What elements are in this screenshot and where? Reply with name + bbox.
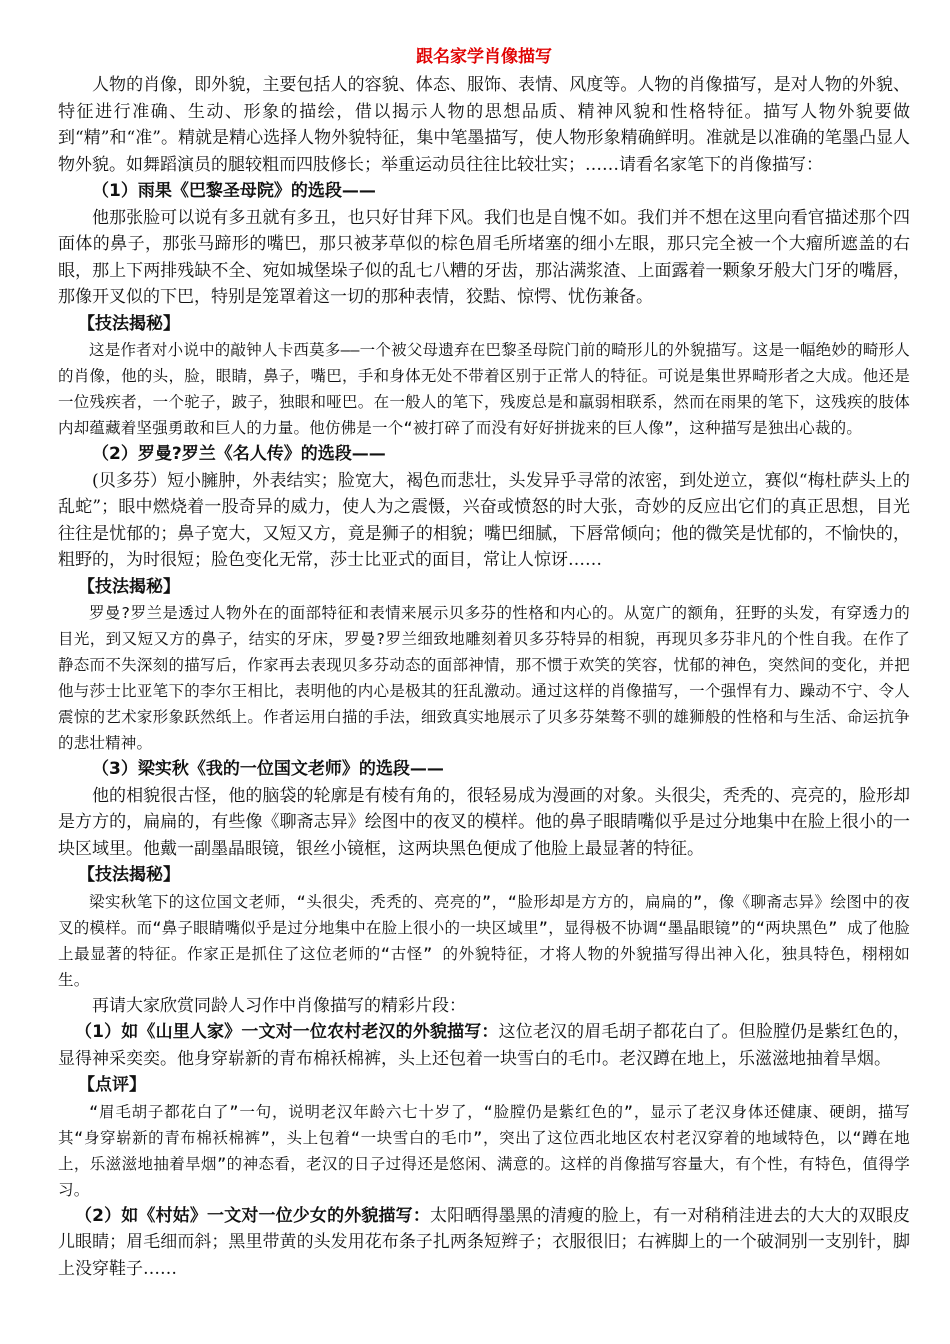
technique-tag: 【技法揭秘】 [78,576,180,597]
excerpt-liang: 他的相貌很古怪，他的脑袋的轮廓是有棱有角的，很轻易成为漫画的对象。头很尖，秃秃的、亮亮的，脸形却是方方的，扁扁的，有些像《聊斋志异》绘图中的夜叉的模样。他的鼻子眼睛嘴似乎是过分地集中在脸上很小的一块区域里。他戴一副墨晶眼镜，银丝小镜框，这两块黑色便成了他脸上最显著的特征。 [58,785,910,859]
document-page [58,44,910,1282]
section-heading-rolland: （2）罗曼?罗兰《名人传》的选段—— [92,444,386,464]
sample-lead: （1）如《山里人家》一文对一位农村老汉的外貌描写： [75,1022,499,1042]
comment-text: “眉毛胡子都花白了”一句，说明老汉年龄六七十岁了，“脸膛仍是紫红色的”，显示了老汉身体还健康、硬朗，描写其“身穿崭新的青布棉袄棉裤”，头上包着“一块雪白的毛巾”，突出了这位西北地区农村老汉穿着的地域特色，以“蹲在地上，乐滋滋地抽着旱烟”的神态看，老汉的日子过得还是悠闲、满意的。这样的肖像描写容量大，有个性，有特色，值得学习。 [58,1102,910,1199]
student-sample-1 [58,1019,910,1072]
intro-paragraph: 人物的肖像，即外貌，主要包括人的容貌、体态、服饰、表情、风度等。人物的肖像描写，是对人物的外貌、特征进行准确、生动、形象的描绘，借以揭示人物的思想品质、精神风貌和性格特征。描写人物外貌要做到“精”和“准”。精就是精心选择人物外貌特征，集中笔墨描写，使人物形象精确鲜明。准就是以准确的笔墨凸显人物外貌。如舞蹈演员的腿较粗而四肢修长；举重运动员往往比较壮实；……请看名家笔下的肖像描写： [58,75,910,175]
sample-text: 太阳晒得墨黑的清瘦的脸上，有一对稍稍洼进去的大大的双眼皮儿眼睛；眉毛细而斜；黑里带黄的头发用花布条子扎两条短辫子；衣服很旧；右裤脚上的一个破洞别一支别针，脚上没穿鞋子…… [58,1205,911,1279]
analysis-hugo: 这是作者对小说中的敲钟人卡西莫多——一个被父母遗弃在巴黎圣母院门前的畸形儿的外貌描写。这是一幅绝妙的畸形人的肖像，他的头，脸，眼睛，鼻子，嘴巴，手和身体无处不带着区别于正常人的特征。可说是集世界畸形者之大成。他还是一位残疾者，一个驼子，跛子，独眼和哑巴。在一般人的笔下，残废总是和羸弱相联系，然而在雨果的笔下，这残疾的肢体内却蕴藏着坚强勇敢和巨人的力量。他仿佛是一个“被打碎了而没有好好拼拢来的巨人像”，这种描写是独出心裁的。 [58,341,910,437]
sample-text: 这位老汉的眉毛胡子都花白了。但脸膛仍是紫红色的，显得神采奕奕。他身穿崭新的青布棉袄棉裤，头上还包着一块雪白的毛巾。老汉蹲在地上，乐滋滋地抽着旱烟。 [58,1022,911,1069]
transition-line: 再请大家欣赏同龄人习作中肖像描写的精彩片段： [92,995,466,1016]
section-heading-liang: （3）梁实秋《我的一位国文老师》的选段—— [92,759,444,779]
student-sample-2 [58,1203,910,1283]
analysis-liang: 梁实秋笔下的这位国文老师，“头很尖，秃秃的、亮亮的”，“脸形却是方方的，扁扁的”，像《聊斋志异》绘图中的夜叉的模样。而“鼻子眼睛嘴似乎是过分地集中在脸上很小的一块区域里”，显得极不协调“墨晶眼镜”的“两块黑色” 成了他脸上最显著的特征。作家正是抓住了这位老师的“古怪” 的外貌特征，才将人物的外貌描写得出神入化，独具特色，栩栩如生。 [58,892,910,989]
page-title: 跟名家学肖像描写 [416,47,552,67]
excerpt-rolland: (贝多芬）短小臃肿，外表结实；脸宽大，褐色而悲壮，头发异乎寻常的浓密，到处逆立，赛似“梅杜萨头上的乱蛇”；眼中燃烧着一股奇异的威力，使人为之震慑，兴奋或愤怒的时大张，奇妙的反应出它们的真正思想，目光往往是忧郁的；鼻子宽大，又短又方，竟是狮子的相貌；嘴巴细腻，下唇常倾向；他的微笑是忧郁的，不愉快的，粗野的，为时很短；脸色变化无常，莎士比亚式的面目，常让人惊讶…… [58,470,910,570]
section-heading-hugo: （1）雨果《巴黎圣母院》的选段—— [92,181,376,201]
technique-tag: 【技法揭秘】 [78,865,180,885]
technique-tag: 【技法揭秘】 [78,313,180,334]
excerpt-hugo: 他那张脸可以说有多丑就有多丑，也只好甘拜下风。我们也是自愧不如。我们并不想在这里向看官描述那个四面体的鼻子，那张马蹄形的嘴巴，那只被茅草似的棕色眉毛所堵塞的细小左眼，那只完全被一个大瘤所遮盖的右眼，那上下两排残缺不全、宛如城堡垛子似的乱七八糟的牙齿，那沾满浆渣、上面露着一颗象牙般大门牙的嘴唇，那像开叉似的下巴，特别是笼罩着这一切的那种表情，狡黠、惊愕、忧伤兼备。 [58,207,910,307]
sample-lead: （2）如《村姑》一文对一位少女的外貌描写： [75,1205,430,1226]
comment-tag: 【点评】 [78,1075,146,1095]
analysis-rolland: 罗曼?罗兰是透过人物外在的面部特征和表情来展示贝多芬的性格和内心的。从宽广的额角，狂野的头发，有穿透力的目光，到又短又方的鼻子，结实的牙床，罗曼?罗兰细致地雕刻着贝多芬特异的相貌，再现贝多芬非凡的个性自我。在作了静态而不失深刻的描写后，作家再去表现贝多芬动态的面部神情，那不惯于欢笑的笑容，忧郁的神色，突然间的变化，并把他与莎士比亚笔下的李尔王相比，表明他的内心是极其的狂乱激动。通过这样的肖像描写，一个强悍有力、躁动不宁、令人震惊的艺术家形象跃然纸上。作者运用白描的手法，细致真实地展示了贝多芬桀骜不驯的雄狮般的性格和与生活、命运抗争的悲壮精神。 [58,604,910,752]
